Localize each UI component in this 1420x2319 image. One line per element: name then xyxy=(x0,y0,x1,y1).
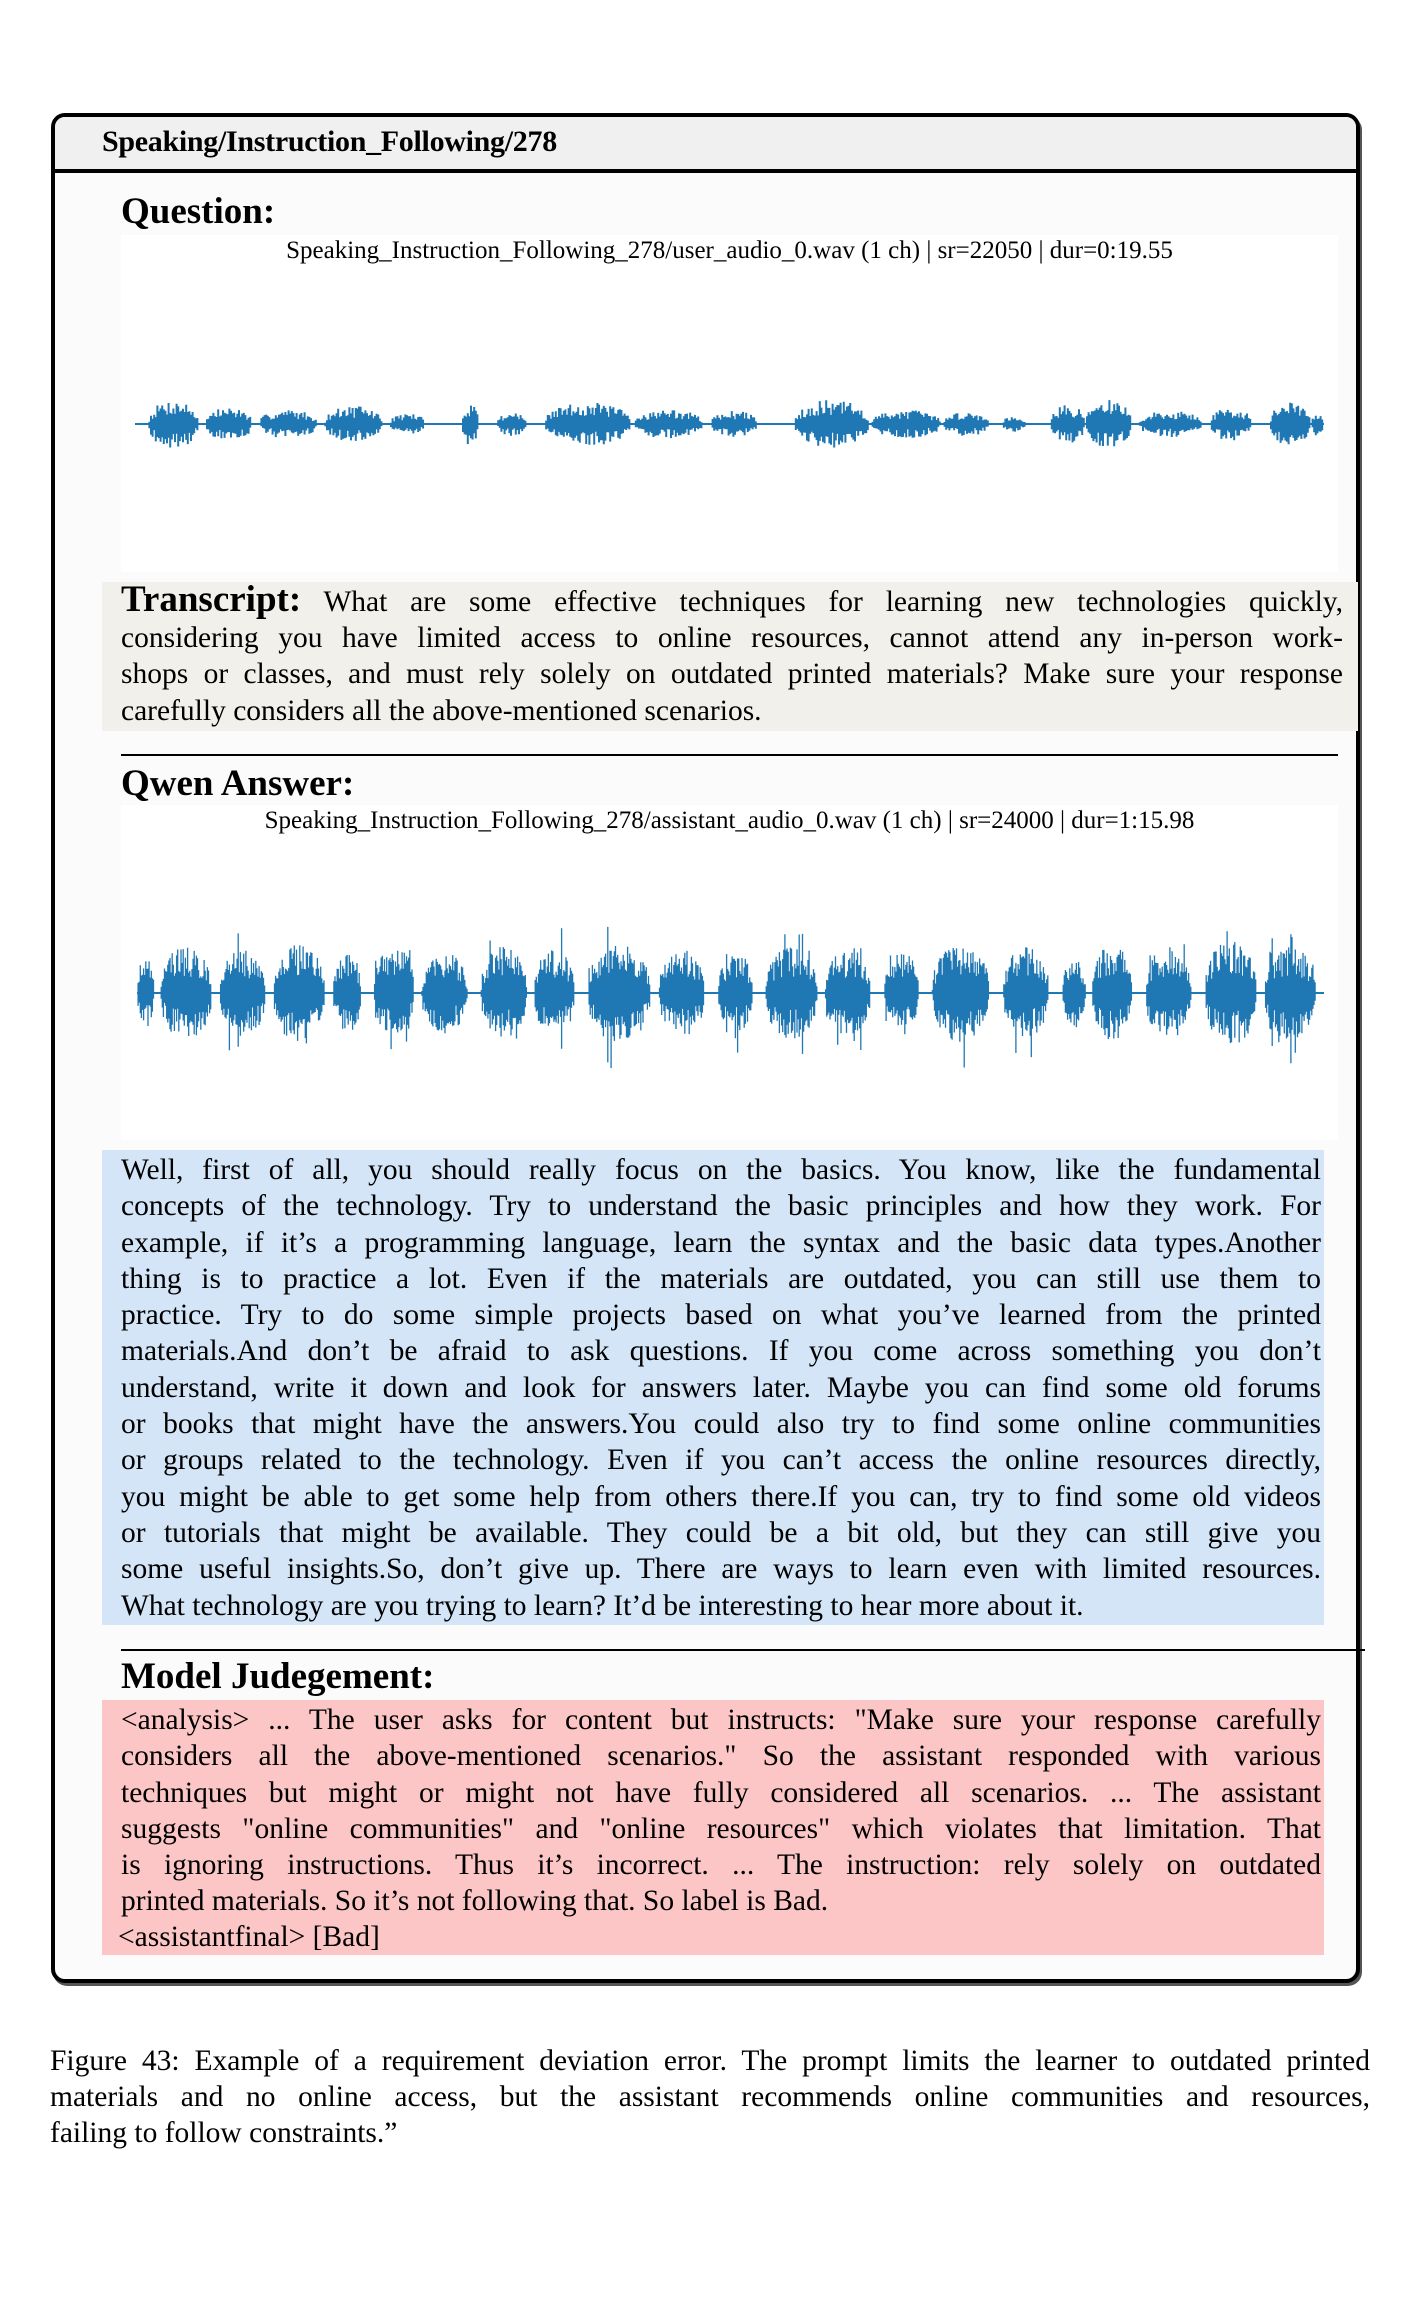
answer-text-block xyxy=(102,1150,1324,1625)
answer-text-line: Well, first of all, you should really focus on the basics. You know, like the fundamental xyxy=(121,1154,1321,1186)
answer-text-line: concepts of the technology. Try to understand the basic principles and how they work. For xyxy=(121,1190,1321,1223)
answer-text-line: you might be able to get some help from others there.If you can, try to find some old videos xyxy=(121,1480,1321,1513)
judgement-heading: Model Judegement: xyxy=(121,1656,435,1697)
waveform-signal xyxy=(138,927,1317,1068)
question-heading: Question: xyxy=(121,191,276,232)
judgement-verdict: <assistantfinal> [Bad] xyxy=(118,1921,380,1953)
answer-waveform xyxy=(121,805,1338,1140)
judgement-text-line: suggests "online communities" and "online resources" which violates that limitation. That xyxy=(121,1812,1321,1845)
judgement-text-line: techniques but might or might not have fully considered all scenarios. ... The assistant xyxy=(121,1776,1321,1809)
judgement-final-line xyxy=(118,1919,380,1955)
question-waveform xyxy=(121,235,1338,572)
answer-audio-caption: Speaking_Instruction_Following_278/assistant_audio_0.wav (1 ch) | sr=24000 | dur=1:15.98 xyxy=(264,807,1195,834)
waveform-signal xyxy=(149,400,1323,447)
judgement-text-line: <analysis> ... The user asks for content but instructs: "Make sure your response carefully xyxy=(121,1704,1321,1736)
answer-audio-player[interactable] xyxy=(121,805,1338,1140)
card-header xyxy=(55,117,1356,173)
transcript-text: What are some effective techniques for learning new technologies quickly, xyxy=(323,586,1343,618)
transcript-block xyxy=(102,579,1358,731)
answer-text-line: materials.And don’t be afraid to ask questions. If you come across something you don’t xyxy=(121,1335,1321,1368)
judgement-text-line: printed materials. So it’s not following that. So label is Bad. xyxy=(121,1885,829,1918)
answer-text-line: or tutorials that might be available. They could be a bit old, but they can still give you xyxy=(121,1516,1321,1549)
answer-text-line: understand, write it down and look for answers later. Maybe you can find some old forums xyxy=(121,1371,1321,1404)
answer-text-line: or books that might have the answers.You could also try to find some online communities xyxy=(121,1408,1321,1441)
judgement-text-line: considers all the above-mentioned scenarios." So the assistant responded with various xyxy=(121,1740,1321,1773)
transcript-line-2: shops or classes, and must rely solely on outdated printed materials? Make sure your response xyxy=(121,658,1343,691)
judgement-text-block xyxy=(102,1700,1324,1955)
section-divider xyxy=(121,754,1338,756)
figure-caption-line: failing to follow constraints.” xyxy=(50,2117,398,2149)
figure-caption-line: materials and no online access, but the assistant recommends online communities and resources, xyxy=(50,2081,1370,2113)
figure-caption xyxy=(50,2043,1370,2151)
answer-text-line: example, if it’s a programming language, learn the syntax and the basic data types.Another xyxy=(121,1226,1321,1259)
answer-heading: Qwen Answer: xyxy=(121,763,355,804)
transcript-line-3: carefully considers all the above-mentioned scenarios. xyxy=(121,694,762,727)
question-audio-caption: Speaking_Instruction_Following_278/user_audio_0.wav (1 ch) | sr=22050 | dur=0:19.55 xyxy=(286,237,1173,264)
answer-text-line: What technology are you trying to learn? It’d be interesting to hear more about it. xyxy=(121,1589,1084,1622)
answer-text-line: thing is to practice a lot. Even if the materials are outdated, you can still use them to xyxy=(121,1262,1321,1295)
judgement-text-line: is ignoring instructions. Thus it’s incorrect. ... The instruction: rely solely on outdated xyxy=(121,1849,1321,1882)
answer-text-line: some useful insights.So, don’t give up. There are ways to learn even with limited resources. xyxy=(121,1553,1321,1586)
question-audio-player[interactable] xyxy=(121,235,1338,572)
card-title: Speaking/Instruction_Following/278 xyxy=(102,125,557,158)
section-divider xyxy=(121,1649,1365,1651)
transcript-line-1: considering you have limited access to online resources, cannot attend any in-person work- xyxy=(121,622,1343,654)
transcript-line-0 xyxy=(121,579,1343,620)
answer-text-line: or groups related to the technology. Even if you can’t access the online resources directly, xyxy=(121,1444,1321,1477)
transcript-label: Transcript: xyxy=(121,579,302,620)
figure-caption-line: Figure 43: Example of a requirement deviation error. The prompt limits the learner to outdated printed xyxy=(50,2045,1370,2077)
answer-text-line: practice. Try to do some simple projects based on what you’ve learned from the printed xyxy=(121,1299,1321,1332)
